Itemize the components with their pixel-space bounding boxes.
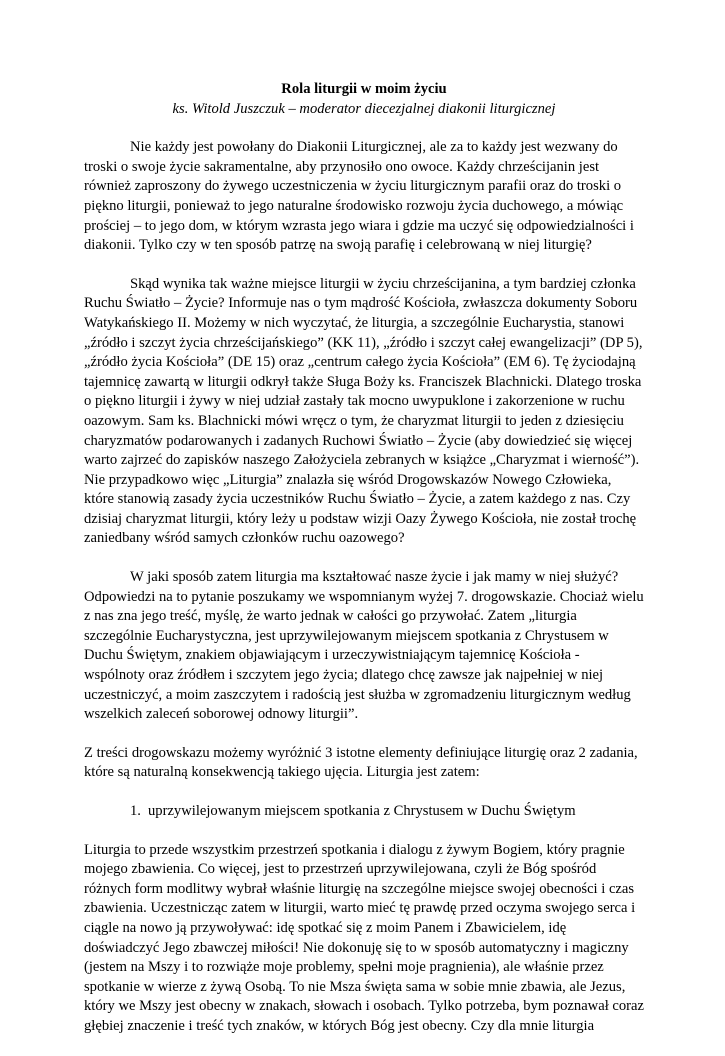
paragraph-origin: Skąd wynika tak ważne miejsce liturgii w życiu chrześcijanina, a tym bardziej członka Ruchu Światło – Życie? Informuje nas o tym mądrość Kościoła, zwłaszcza dokumenty Soboru Watykańskiego II. Możemy w nich wyczytać, że liturgia, a szczególnie Eucharystia, stanowi „źródło i szczyt życia chrześcijańskiego” (KK 11), „źródło i szczyt całej ewangelizacji” (DP 5), „źródło życia Kościoła” (DE 15) oraz „centrum całego życia Kościoła” (EM 6). Tę życiodajną tajemnicę zawartą w liturgii odkrył także Sługa Boży ks. Franciszek Blachnicki. Dlatego troska o piękno liturgii i żywy w niej udział zastały tak mocno uwypuklone i zakorzenione w ruchu oazowym. Sam ks. Blachnicki mówi wręcz o tym, że charyzmat liturgii to jeden z dziesięciu charyzmatów podarowanych i zadanych Ruchowi Światło – Życie (aby dowiedzieć się więcej warto zajrzeć do zapisków naszego Założyciela zebranych w książce „Charyzmat i wierność”). Nie przypadkowo więc „Liturgia” znalazła się wśród Drogowskazów Nowego Człowieka, które stanowią zasady życia uczestników Ruchu Światło – Życie, a zatem każdego z nas. Czy dzisiaj charyzmat liturgii, który leży u podstaw wizji Oazy Żywego Kościoła, nie został trochę zaniedbany wśród samych członków ruchu oazowego? [84, 275, 643, 547]
list-item-number: 1. [130, 803, 141, 819]
document-author: ks. Witold Juszczuk – moderator diecezjalnej diakonii liturgicznej [172, 100, 556, 117]
paragraph-closing: Liturgia to przede wszystkim przestrzeń spotkania i dialogu z żywym Bogiem, który pragnie mojego zbawienia. Co więcej, jest to przestrzeń uprzywilejowana, czyli że Bóg spośród różnych form modlitwy wybrał właśnie liturgię na szczególne miejsce swojej obecności i czas zbawienia. Uczestnicząc zatem w liturgii, warto mieć tę prawdę przed oczyma swojego serca i ciągle na nowo ją przywoływać: idę spotkać się z moim Panem i Zbawicielem, idę doświadczyć Jego zbawczej miłości! Nie dokonuję się to w sposób automatyczny i magiczny (jestem na Mszy i to rozwiąże moje problemy, spełni moje pragnienia), ale właśnie przez spotkanie w wierze z żywą Osobą. To nie Msza święta sama w sobie mnie zbawia, ale Jezus, który we Mszy jest obecny w znakach, słowach i osobach. Tylko potrzeba, bym poznawał coraz głębiej znaczenie i treść tych znaków, w których Bóg jest obecny. Czy dla mnie liturgia [84, 841, 644, 1034]
list-item [84, 802, 644, 822]
document-title: Rola liturgii w moim życiu [281, 81, 447, 97]
list-item-text: uprzywilejowanym miejscem spotkania z Chrystusem w Duchu Świętym [148, 803, 576, 819]
document-page [84, 80, 644, 1056]
paragraph-signpost: W jaki sposób zatem liturgia ma kształtować nasze życie i jak mamy w niej służyć? Odpowiedzi na to pytanie poszukamy we wspomnianym wyżej 7. drogowskazie. Chociaż wielu z nas zna jego treść, myślę, że warto jednak w całości go przywołać. Zatem „liturgia szczególnie Eucharystyczna, jest uprzywilejowanym miejscem spotkania z Chrystusem w Duchu Świętym, znakiem objawiającym i urzeczywistniającym tajemnicę Kościoła - wspólnoty oraz źródłem i szczytem jego życia; dlatego chcę zawsze jak najpełniej w niej uczestniczyć, a moim zaszczytem i radością jest służba w zgromadzeniu liturgicznym według wszelkich zaleceń soborowej odnowy liturgii”. [84, 569, 644, 723]
paragraph-intro: Nie każdy jest powołany do Diakonii Liturgicznej, ale za to każdy jest wezwany do troski o swoje życie sakramentalne, aby przynosiło ono owoce. Każdy chrześcijanin jest również zaproszony do żywego uczestniczenia w życiu liturgicznym parafii oraz do troski o piękno liturgii, ponieważ to jego naturalne środowisko rozwoju życia duchowego, a mówiąc prościej – to jego dom, w którym wzrasta jego wiara i gdzie ma uczyć się odpowiedzialności i diakonii. Tylko czy w ten sposób patrzę na swoją parafię i celebrowaną w niej liturgię? [84, 139, 634, 254]
paragraph-elements: Z treści drogowskazu możemy wyróżnić 3 istotne elementy definiujące liturgię oraz 2 zadania, które są naturalną konsekwencją takiego ujęcia. Liturgia jest zatem: [84, 744, 638, 781]
